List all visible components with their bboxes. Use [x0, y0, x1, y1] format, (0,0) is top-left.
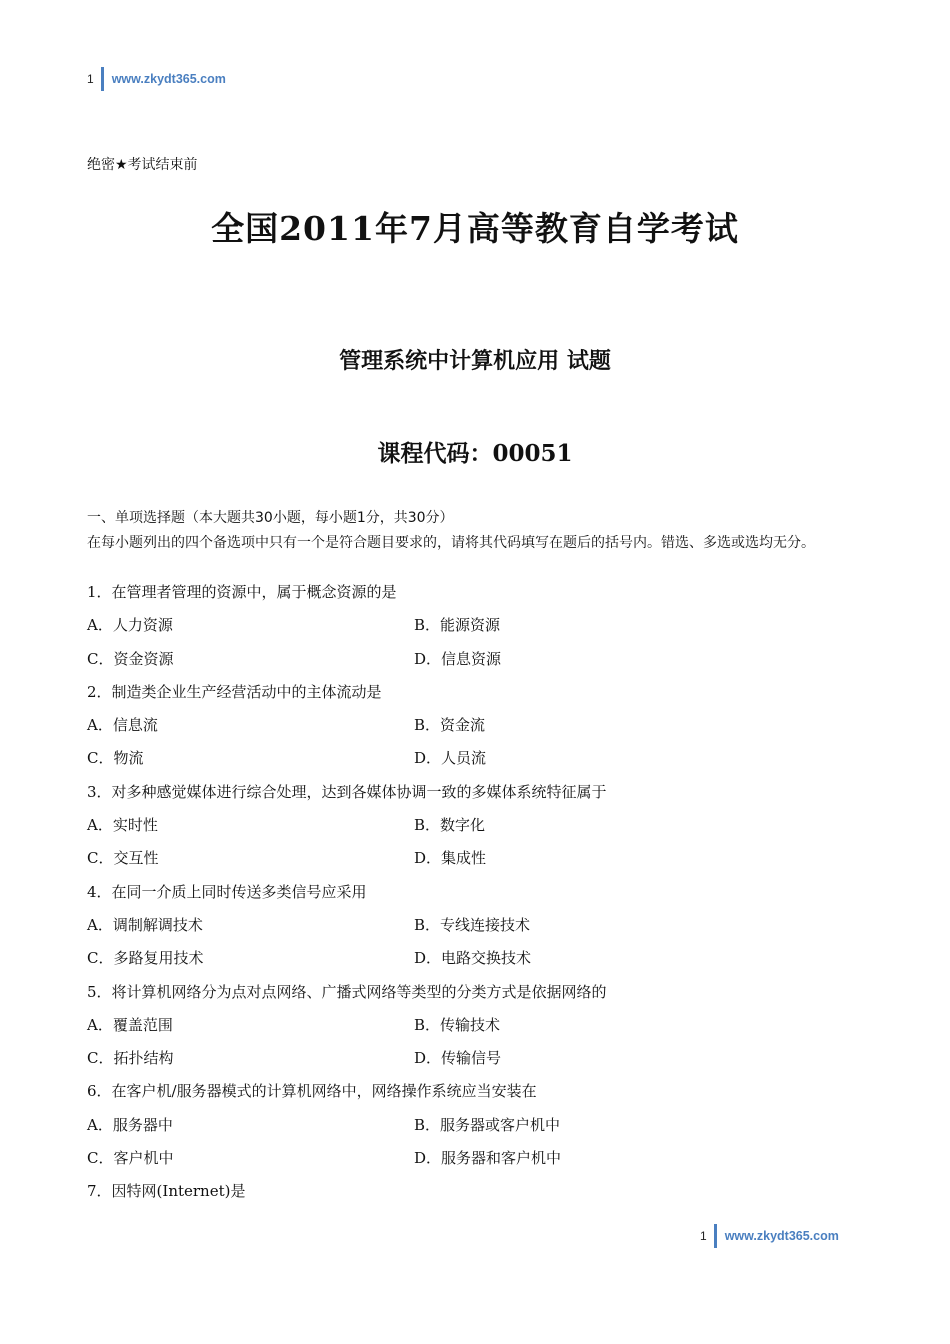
option-b: B．传输技术	[414, 1015, 501, 1034]
header-url[interactable]: www.zkydt365.com	[111, 72, 226, 86]
option-c: C．多路复用技术	[87, 949, 204, 968]
question-4	[87, 879, 887, 979]
option-b: B．数字化	[414, 816, 486, 835]
question-stem: 4．在同一介质上同时传送多类信号应采用	[87, 882, 367, 901]
option-c: C．客户机中	[87, 1149, 174, 1168]
subject-title: 管理系统中计算机应用 试题	[339, 349, 611, 374]
question-7	[87, 1178, 887, 1211]
question-6	[87, 1078, 887, 1178]
option-c: C．交互性	[87, 849, 159, 868]
question-1	[87, 579, 887, 679]
option-a: A．实时性	[87, 816, 158, 835]
option-a: A．覆盖范围	[87, 1015, 173, 1034]
question-stem: 6．在客户机/服务器模式的计算机网络中，网络操作系统应当安装在	[87, 1082, 537, 1101]
question-2	[87, 679, 887, 779]
header-divider	[101, 67, 104, 91]
option-c: C．物流	[87, 749, 144, 768]
footer-page-number: 1	[700, 1229, 707, 1243]
option-c: C．资金资源	[87, 649, 174, 668]
footer-url[interactable]: www.zkydt365.com	[724, 1229, 839, 1243]
option-d: D．传输信号	[414, 1049, 502, 1068]
option-d: D．集成性	[414, 849, 487, 868]
page-footer	[700, 1223, 839, 1249]
question-list	[87, 579, 887, 1212]
course-code: 课程代码：00051	[377, 440, 573, 467]
option-a: A．服务器中	[87, 1115, 173, 1134]
option-b: B．专线连接技术	[414, 915, 531, 934]
option-b: B．能源资源	[414, 616, 501, 635]
question-stem: 2．制造类企业生产经营活动中的主体流动是	[87, 682, 382, 701]
option-b: B．资金流	[414, 716, 486, 735]
option-a: A．调制解调技术	[87, 915, 203, 934]
question-stem: 5．将计算机网络分为点对点网络、广播式网络等类型的分类方式是依据网络的	[87, 982, 607, 1001]
option-a: A．信息流	[87, 716, 158, 735]
option-d: D．电路交换技术	[414, 949, 532, 968]
option-d: D．信息资源	[414, 649, 502, 668]
option-d: D．人员流	[414, 749, 487, 768]
section-instructions: 在每小题列出的四个备选项中只有一个是符合题目要求的，请将其代码填写在题后的括号内。错选、多选或选均无分。	[87, 535, 815, 551]
exam-title: 全国2011年7月高等教育自学考试	[211, 209, 739, 248]
option-c: C．拓扑结构	[87, 1049, 174, 1068]
question-3	[87, 779, 887, 879]
question-stem: 7．因特网(Internet)是	[87, 1182, 246, 1201]
confidential-label: 绝密★考试结束前	[87, 157, 198, 173]
question-5	[87, 979, 887, 1079]
page-header	[87, 66, 226, 92]
footer-divider	[714, 1224, 717, 1248]
option-d: D．服务器和客户机中	[414, 1149, 562, 1168]
option-a: A．人力资源	[87, 616, 173, 635]
header-page-number: 1	[87, 72, 94, 86]
option-b: B．服务器或客户机中	[414, 1115, 561, 1134]
question-stem: 3．对多种感觉媒体进行综合处理，达到各媒体协调一致的多媒体系统特征属于	[87, 782, 607, 801]
question-stem: 1．在管理者管理的资源中，属于概念资源的是	[87, 583, 397, 601]
section-heading: 一、单项选择题（本大题共30小题，每小题1分，共30分）	[87, 510, 454, 526]
